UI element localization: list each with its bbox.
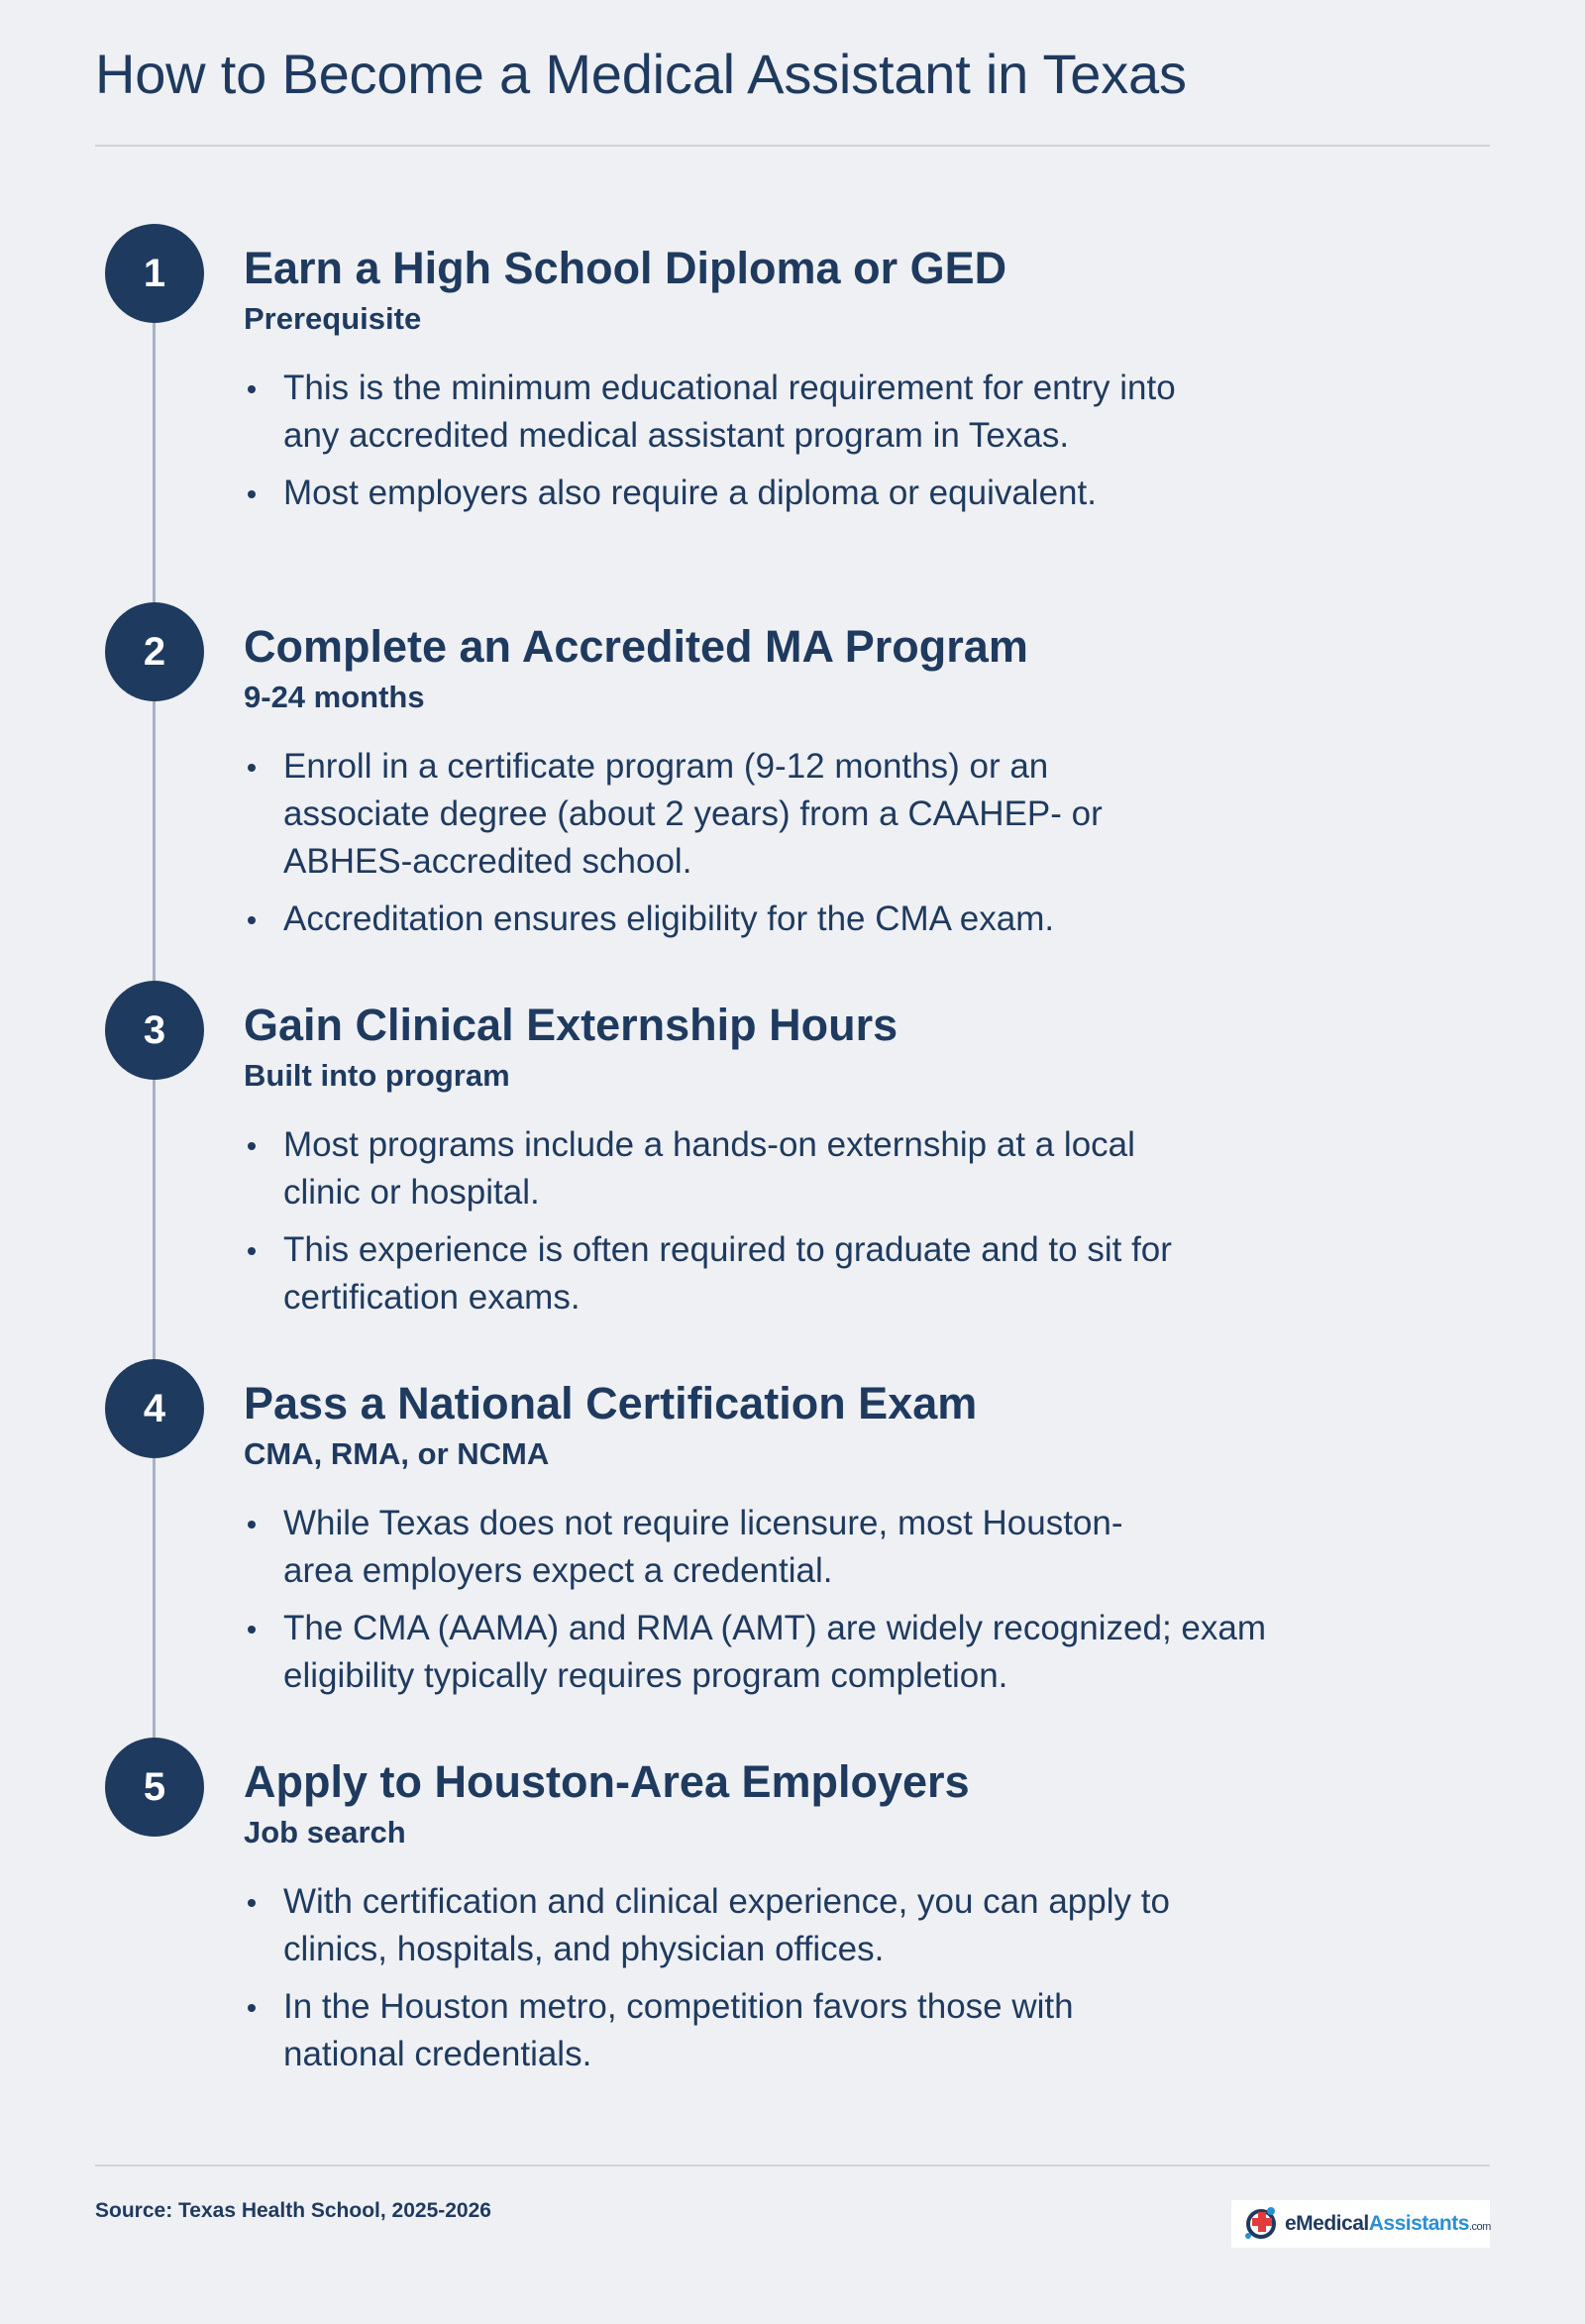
bullet-item: The CMA (AAMA) and RMA (AMT) are widely recognized; exam eligibility typically requires program completion. xyxy=(244,1605,1274,1700)
source-credit: Source: Texas Health School, 2025-2026 xyxy=(95,2199,491,2222)
page-title: How to Become a Medical Assistant in Texas xyxy=(95,43,1187,105)
step-content xyxy=(244,620,1333,953)
bullet-item: Most programs include a hands-on externship at a local clinic or hospital. xyxy=(244,1121,1215,1216)
step-subtitle: Built into program xyxy=(244,1058,510,1093)
footer-divider xyxy=(95,2165,1490,2166)
step-content xyxy=(244,999,1333,1331)
step-number-badge: 3 xyxy=(105,981,204,1080)
logo-text-part: .com xyxy=(1468,2221,1491,2233)
step-subtitle: Job search xyxy=(244,1815,406,1849)
step-number-badge: 2 xyxy=(105,602,204,701)
step-title: Complete an Accredited MA Program xyxy=(244,621,1028,672)
step-number-badge: 4 xyxy=(105,1359,204,1458)
step-number-badge: 1 xyxy=(105,224,204,323)
medical-cross-logo-icon xyxy=(1241,2204,1281,2244)
step-content xyxy=(244,1377,1333,1710)
bullet-item: This is the minimum educational requirement for entry into any accredited medical assistant program in Texas. xyxy=(244,365,1195,460)
step-bullets xyxy=(244,743,1333,943)
step-title: Gain Clinical Externship Hours xyxy=(244,1000,898,1050)
bullet-item: With certification and clinical experience, you can apply to clinics, hospitals, and physician offices. xyxy=(244,1878,1175,1973)
step-number-badge: 5 xyxy=(105,1738,204,1837)
step-bullets xyxy=(244,1878,1333,2078)
step-subtitle: 9-24 months xyxy=(244,680,425,714)
step-title: Earn a High School Diploma or GED xyxy=(244,243,1007,293)
logo-text-part: Assistants xyxy=(1368,2212,1469,2235)
header-divider xyxy=(95,145,1490,147)
logo-wordmark xyxy=(1285,2212,1491,2236)
step-title: Apply to Houston-Area Employers xyxy=(244,1756,970,1807)
bullet-item: While Texas does not require licensure, most Houston-area employers expect a credential. xyxy=(244,1500,1135,1595)
step-bullets xyxy=(244,365,1333,517)
bullet-item: Enroll in a certificate program (9-12 months) or an associate degree (about 2 years) from a CAAHEP- or ABHES-accredited school. xyxy=(244,743,1195,886)
bullet-item: Most employers also require a diploma or equivalent. xyxy=(244,470,1333,517)
step-content xyxy=(244,242,1333,527)
step-title: Pass a National Certification Exam xyxy=(244,1378,978,1428)
bullet-item: Accreditation ensures eligibility for the CMA exam. xyxy=(244,896,1333,943)
step-content xyxy=(244,1755,1333,2088)
step-subtitle: CMA, RMA, or NCMA xyxy=(244,1436,550,1471)
bullet-item: In the Houston metro, competition favors those with national credentials. xyxy=(244,1983,1175,2078)
step-bullets xyxy=(244,1121,1333,1321)
logo-text-part: eMedical xyxy=(1285,2212,1369,2235)
step-subtitle: Prerequisite xyxy=(244,301,422,336)
step-bullets xyxy=(244,1500,1333,1700)
emedicalassistants-logo[interactable] xyxy=(1231,2200,1490,2248)
bullet-item: This experience is often required to graduate and to sit for certification exams. xyxy=(244,1226,1195,1321)
